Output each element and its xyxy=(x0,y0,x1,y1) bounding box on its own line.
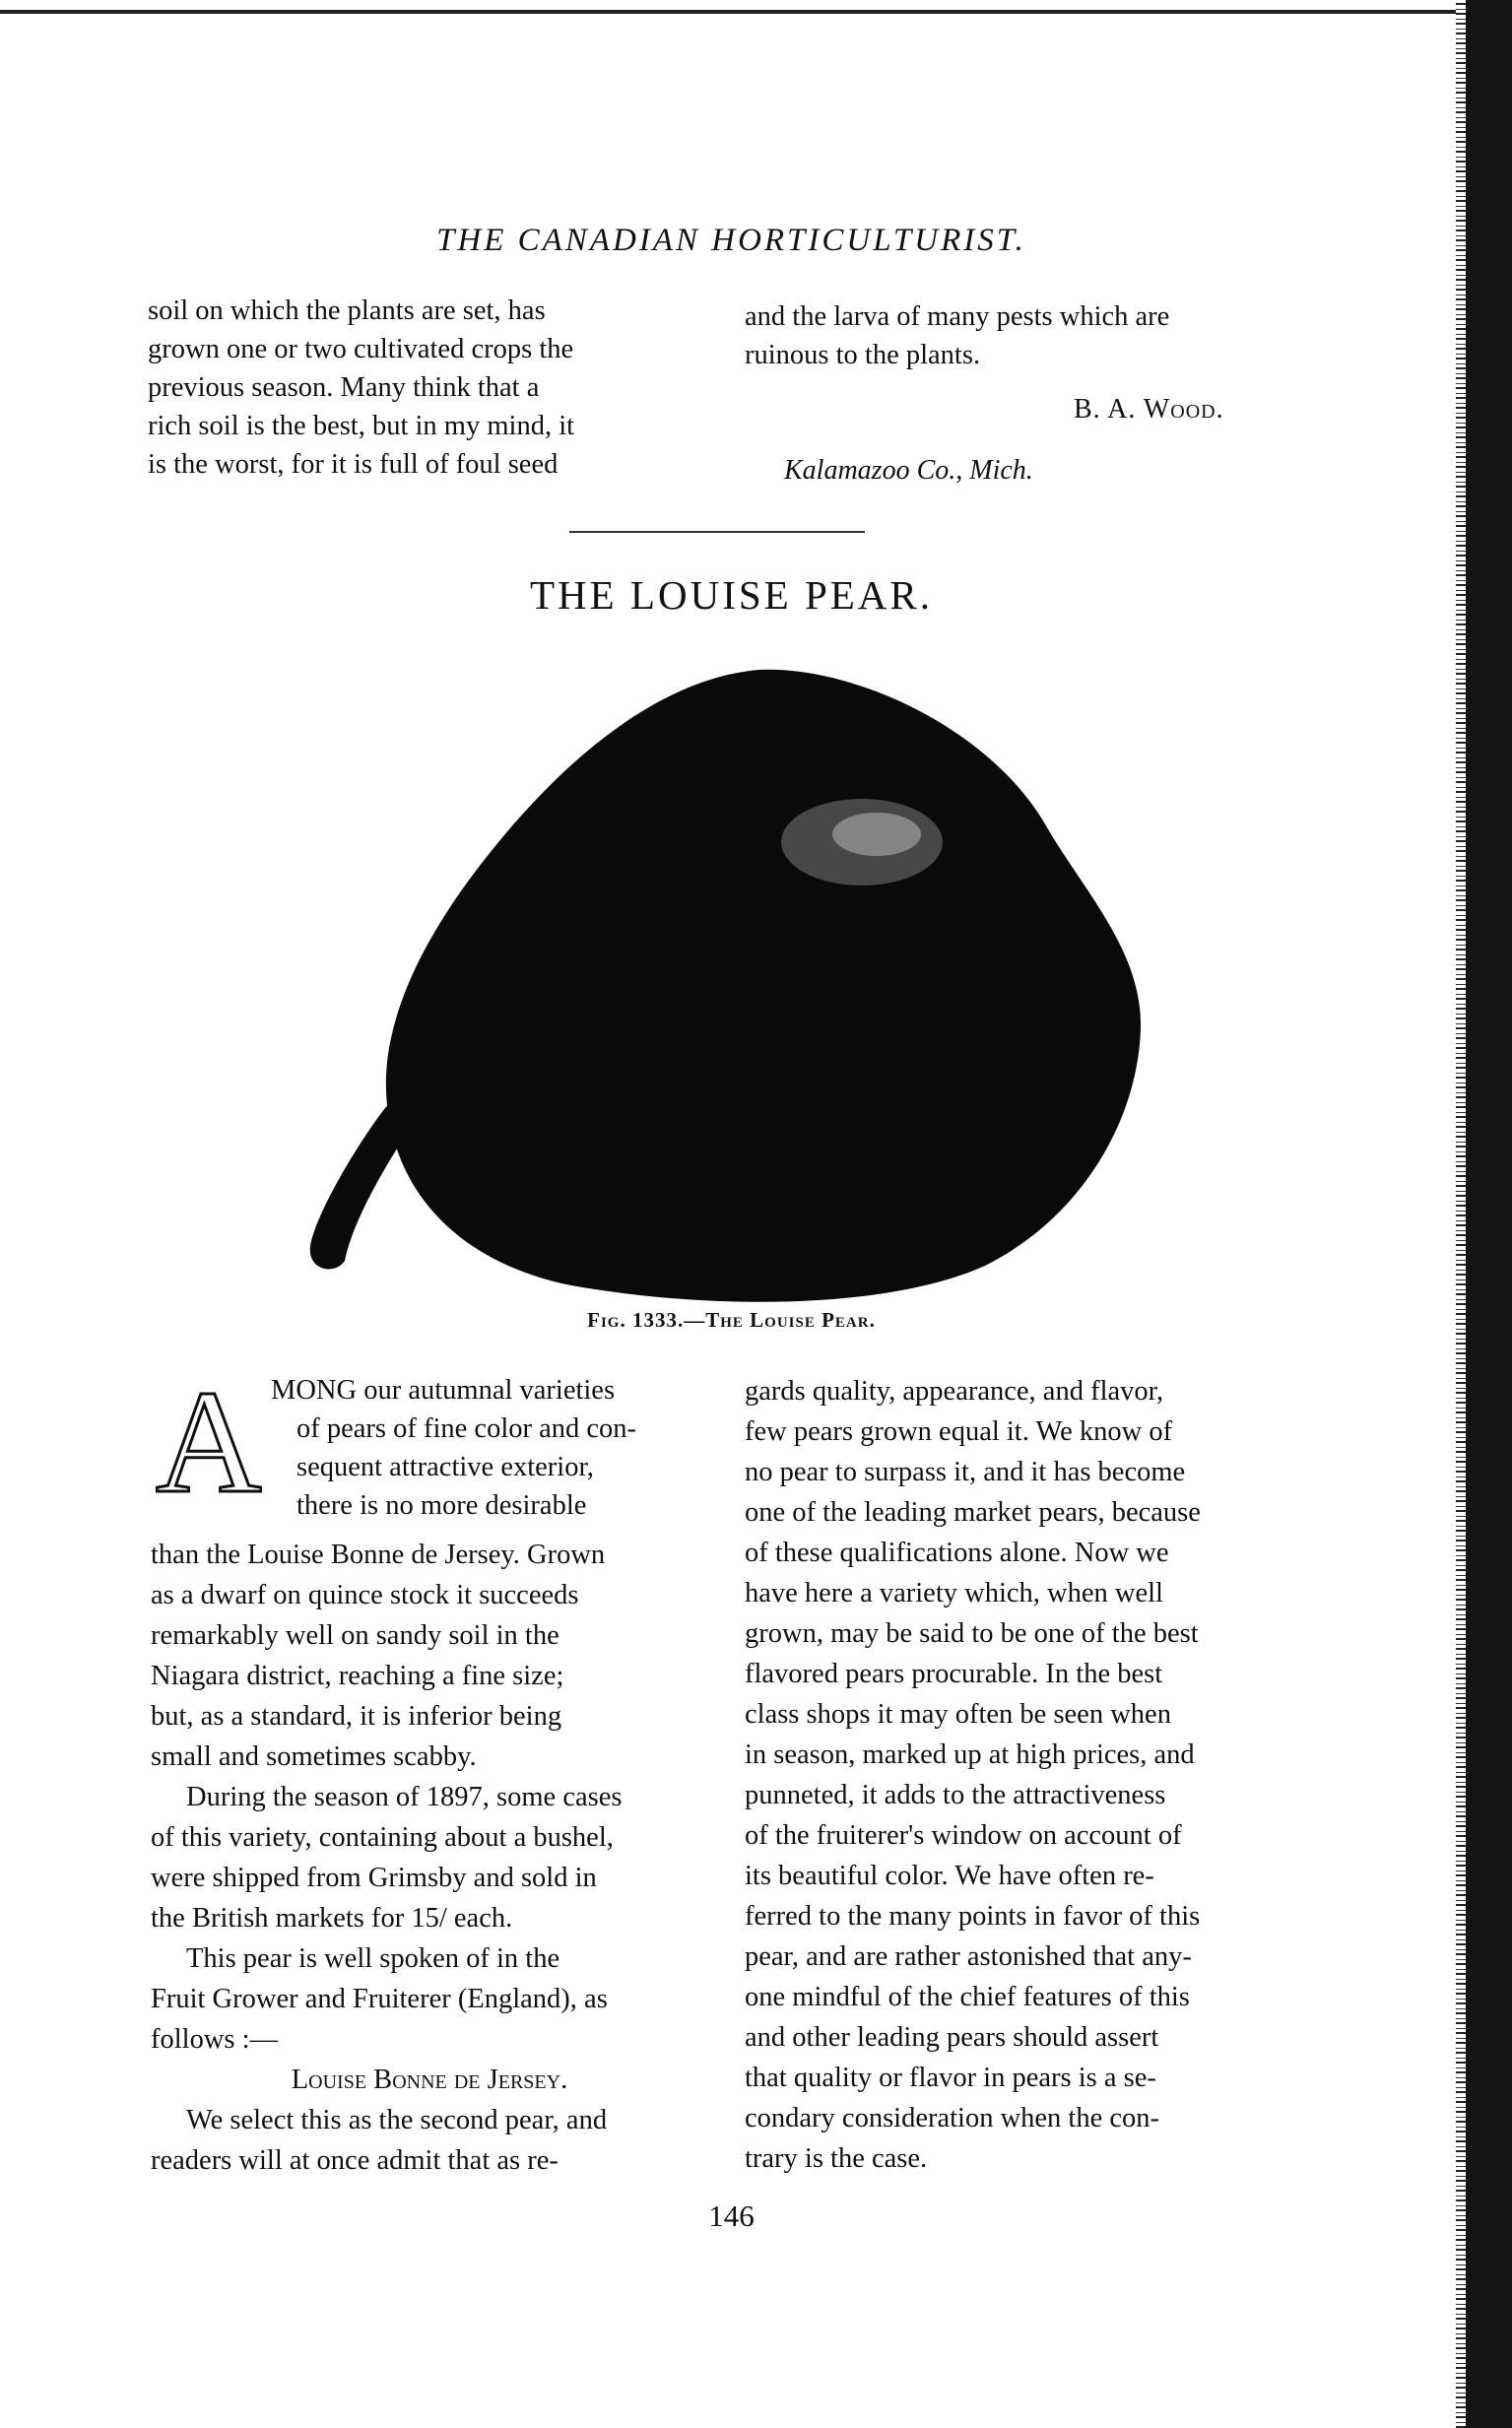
article-dropcap-lines xyxy=(271,1371,708,1525)
text-line: there is no more desirable xyxy=(296,1490,587,1521)
text-line: trary is the case. xyxy=(745,2143,928,2174)
text-line: Fruit Grower and Fruiterer (England), as xyxy=(151,1984,608,2014)
text-line: of this variety, containing about a bushel, xyxy=(151,1822,614,1853)
text-line: few pears grown equal it. We know of xyxy=(745,1416,1173,1447)
text-line: ruinous to the plants. xyxy=(745,340,981,370)
letter-right-column xyxy=(745,297,1300,374)
page-number: 146 xyxy=(708,2198,755,2233)
text-line: class shops it may often be seen when xyxy=(745,1699,1171,1730)
text-line: pear, and are rather astonished that any- xyxy=(745,1941,1192,1972)
text-line: Niagara district, reaching a fine size; xyxy=(151,1661,564,1691)
text-line: During the season of 1897, some cases xyxy=(186,1782,623,1812)
text-line: follows :— xyxy=(151,2024,279,2055)
text-line: ferred to the many points in favor of this xyxy=(745,1901,1201,1932)
text-line: than the Louise Bonne de Jersey. Grown xyxy=(151,1540,606,1570)
page-top-edge xyxy=(0,10,1463,14)
text-line: of the fruiterer's window on account of xyxy=(745,1820,1182,1851)
article-title: THE LOUISE PEAR. xyxy=(529,572,933,618)
text-line: condary consideration when the con- xyxy=(745,2103,1160,2133)
text-line: sequent attractive exterior, xyxy=(296,1452,594,1482)
text-line: and the larva of many pests which are xyxy=(745,301,1170,332)
text-line: This pear is well spoken of in the xyxy=(186,1943,560,1974)
section-divider xyxy=(569,531,865,533)
letter-left-column xyxy=(148,292,705,484)
text-line: gards quality, appearance, and flavor, xyxy=(745,1376,1164,1407)
author-signature: B. A. Wood. xyxy=(1074,394,1224,425)
text-line: no pear to surpass it, and it has become xyxy=(745,1457,1186,1487)
text-line: remarkably well on sandy soil in the xyxy=(151,1620,559,1651)
pear-body xyxy=(386,670,1141,1302)
text-line: in season, marked up at high prices, and xyxy=(745,1739,1195,1770)
text-line: small and sometimes scabby. xyxy=(151,1741,477,1772)
article-left-column xyxy=(151,1535,708,2181)
figure-caption: Fig. 1333.—The Louise Pear. xyxy=(587,1308,876,1332)
text-line: as a dwarf on quince stock it succeeds xyxy=(151,1580,579,1610)
drop-cap-glyph: A xyxy=(156,1371,262,1499)
text-line: were shipped from Grimsby and sold in xyxy=(151,1863,597,1893)
text-line: rich soil is the best, but in my mind, it xyxy=(148,411,575,441)
text-line: one of the leading market pears, because xyxy=(745,1497,1201,1528)
text-line: previous season. Many think that a xyxy=(148,372,540,403)
drop-cap-letter xyxy=(156,1371,262,1499)
text-line: one mindful of the chief features of this xyxy=(745,1982,1190,2012)
text-line: and other leading pears should assert xyxy=(745,2022,1159,2053)
text-line: that quality or flavor in pears is a se- xyxy=(745,2063,1156,2093)
text-line: grown, may be said to be one of the best xyxy=(745,1618,1199,1649)
subheading: Louise Bonne de Jersey. xyxy=(291,2065,568,2095)
text-line: punneted, it adds to the attractiveness xyxy=(745,1780,1166,1810)
running-head: THE CANADIAN HORTICULTURIST. xyxy=(436,223,1026,258)
text-line: We select this as the second pear, and xyxy=(186,2105,608,2135)
text-line: the British markets for 15/ each. xyxy=(151,1903,513,1934)
text-line: of these qualifications alone. Now we xyxy=(745,1538,1169,1568)
text-line: is the worst, for it is full of foul seed xyxy=(148,449,559,480)
text-line: MONG our autumnal varieties xyxy=(271,1375,616,1406)
text-line: flavored pears procurable. In the best xyxy=(745,1659,1163,1689)
pear-illustration xyxy=(296,655,1152,1310)
page-binding-shadow xyxy=(1466,0,1512,2428)
article-right-column xyxy=(745,1371,1300,2179)
pear-highlight-core xyxy=(832,813,921,856)
text-line: its beautiful color. We have often re- xyxy=(745,1861,1154,1891)
text-line: readers will at once admit that as re- xyxy=(151,2145,559,2176)
text-line: have here a variety which, when well xyxy=(745,1578,1163,1608)
author-location: Kalamazoo Co., Mich. xyxy=(784,455,1033,486)
text-line: of pears of fine color and con- xyxy=(296,1413,637,1444)
text-line: grown one or two cultivated crops the xyxy=(148,334,574,364)
text-line: soil on which the plants are set, has xyxy=(148,295,546,326)
text-line: but, as a standard, it is inferior being xyxy=(151,1701,562,1732)
